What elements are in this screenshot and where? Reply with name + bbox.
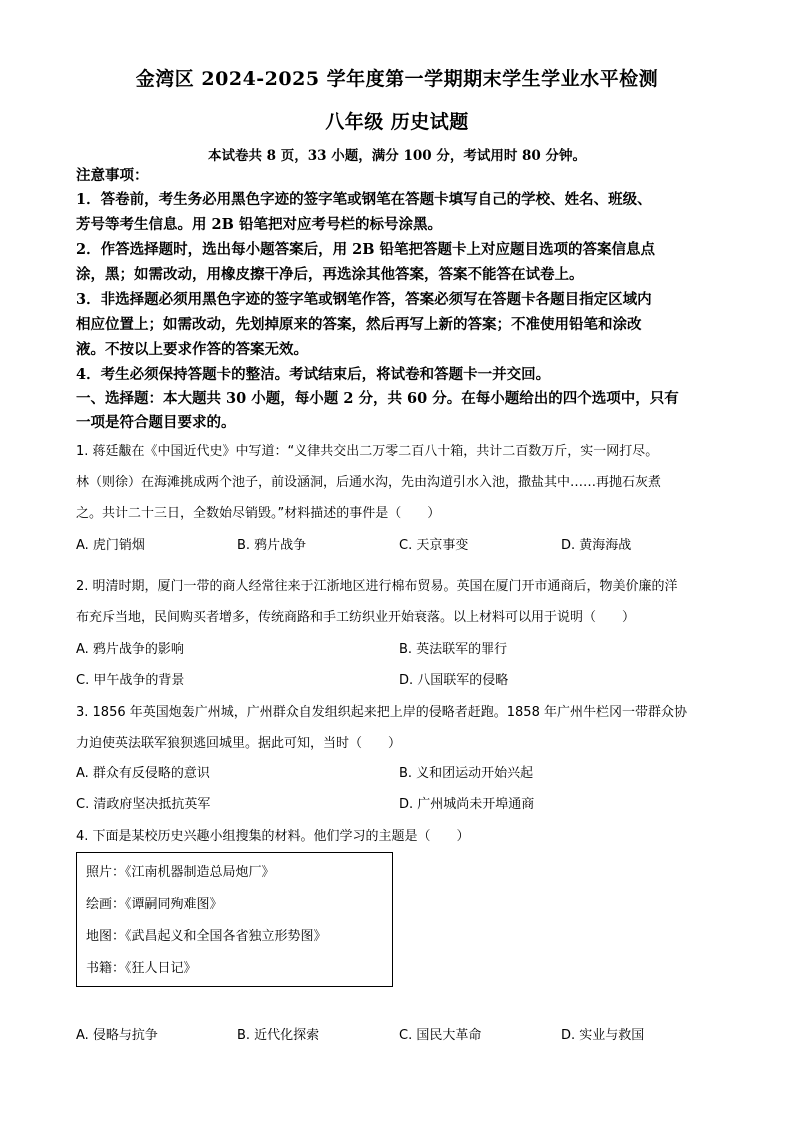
question-2-option-d[interactable]: D. 八国联军的侵略	[399, 673, 509, 688]
question-4-option-b[interactable]: B. 近代化探索	[237, 1028, 320, 1043]
material-item: 绘画：《谭嗣同殉难图》	[86, 897, 223, 912]
question-3-option-d[interactable]: D. 广州城尚未开埠通商	[399, 797, 535, 812]
notes-line: 1．答卷前，考生务必用黑色字迹的签字笔或钢笔在答题卡填写自己的学校、姓名、班级、	[76, 191, 652, 208]
exam-info: 本试卷共 8 页，33 小题，满分 100 分，考试用时 80 分钟。	[207, 148, 587, 164]
question-1-text: 之。共计二十三日，全数始尽销毁。”材料描述的事件是（ ）	[76, 506, 441, 521]
material-item: 书籍：《狂人日记》	[86, 961, 197, 976]
question-2-option-a[interactable]: A. 鸦片战争的影响	[76, 642, 184, 657]
question-3-option-a[interactable]: A. 群众有反侵略的意识	[76, 766, 210, 781]
exam-title: 金湾区 2024-2025 学年度第一学期期末学生学业水平检测	[135, 68, 659, 90]
notes-line: 3．非选择题必须用黑色字迹的签字笔或钢笔作答，答案必须写在答题卡各题目指定区域内	[76, 291, 652, 308]
notes-line: 液。不按以上要求作答的答案无效。	[76, 341, 308, 358]
question-4-option-d[interactable]: D. 实业与救国	[561, 1028, 645, 1043]
question-1-option-c[interactable]: C. 天京事变	[399, 538, 469, 553]
question-1-option-a[interactable]: A. 虎门销烟	[76, 538, 145, 553]
question-1-text: 林（则徐）在海滩挑成两个池子，前设涵洞，后通水沟，先由沟道引水入池，撒盐其中……再抛石灰煮	[76, 475, 662, 490]
notes-line: 芳号等考生信息。用 2B 铅笔把对应考号栏的标号涂黑。	[76, 216, 442, 233]
notes-line: 涂，黑；如需改动，用橡皮擦干净后，再选涂其他答案，答案不能答在试卷上。	[76, 266, 584, 283]
question-1-option-d[interactable]: D. 黄海海战	[561, 538, 632, 553]
question-3-text: 力迫使英法联军狼狈逃回城里。据此可知，当时（ ）	[76, 736, 402, 751]
question-3-text: 3. 1856 年英国炮轰广州城，广州群众自发组织起来把上岸的侵略者赶跑。1858 年广州牛栏冈一带群众协	[76, 705, 687, 720]
notes-line: 相应位置上；如需改动，先划掉原来的答案，然后再写上新的答案；不准使用铅笔和涂改	[76, 316, 642, 333]
section-heading: 一项是符合题目要求的。	[76, 414, 236, 431]
question-2-text: 布充斥当地，民间购买者增多，传统商路和手工纺织业开始衰落。以上材料可以用于说明（ ）	[76, 610, 636, 625]
notes-heading: 注意事项：	[76, 167, 149, 184]
question-3-option-b[interactable]: B. 义和团运动开始兴起	[399, 766, 534, 781]
exam-subject-title: 八年级 历史试题	[325, 111, 469, 133]
material-item: 照片：《江南机器制造总局炮厂》	[86, 865, 275, 880]
question-3-option-c[interactable]: C. 清政府坚决抵抗英军	[76, 797, 211, 812]
notes-line: 2．作答选择题时，选出每小题答案后，用 2B 铅笔把答题卡上对应题目选项的答案信息点	[76, 241, 656, 258]
question-2-text: 2. 明清时期，厦门一带的商人经常往来于江浙地区进行棉布贸易。英国在厦门开市通商后，物美价廉的洋	[76, 579, 678, 594]
section-heading: 一、选择题：本大题共 30 小题，每小题 2 分，共 60 分。在每小题给出的四个选项中，只有	[76, 390, 679, 407]
question-4-option-c[interactable]: C. 国民大革命	[399, 1028, 482, 1043]
question-2-option-b[interactable]: B. 英法联军的罪行	[399, 642, 508, 657]
question-2-option-c[interactable]: C. 甲午战争的背景	[76, 673, 185, 688]
notes-line: 4．考生必须保持答题卡的整洁。考试结束后，将试卷和答题卡一并交回。	[76, 366, 551, 383]
question-1-option-b[interactable]: B. 鸦片战争	[237, 538, 307, 553]
material-item: 地图：《武昌起义和全国各省独立形势图》	[86, 929, 327, 944]
question-1-text: 1. 蒋廷黻在《中国近代史》中写道：“义律共交出二万零二百八十箱，共计二百数万斤，实一网打尽。	[76, 444, 659, 459]
material-box	[76, 852, 393, 987]
question-4-text: 4. 下面是某校历史兴趣小组搜集的材料。他们学习的主题是（ ）	[76, 829, 470, 844]
question-4-option-a[interactable]: A. 侵略与抗争	[76, 1028, 158, 1043]
